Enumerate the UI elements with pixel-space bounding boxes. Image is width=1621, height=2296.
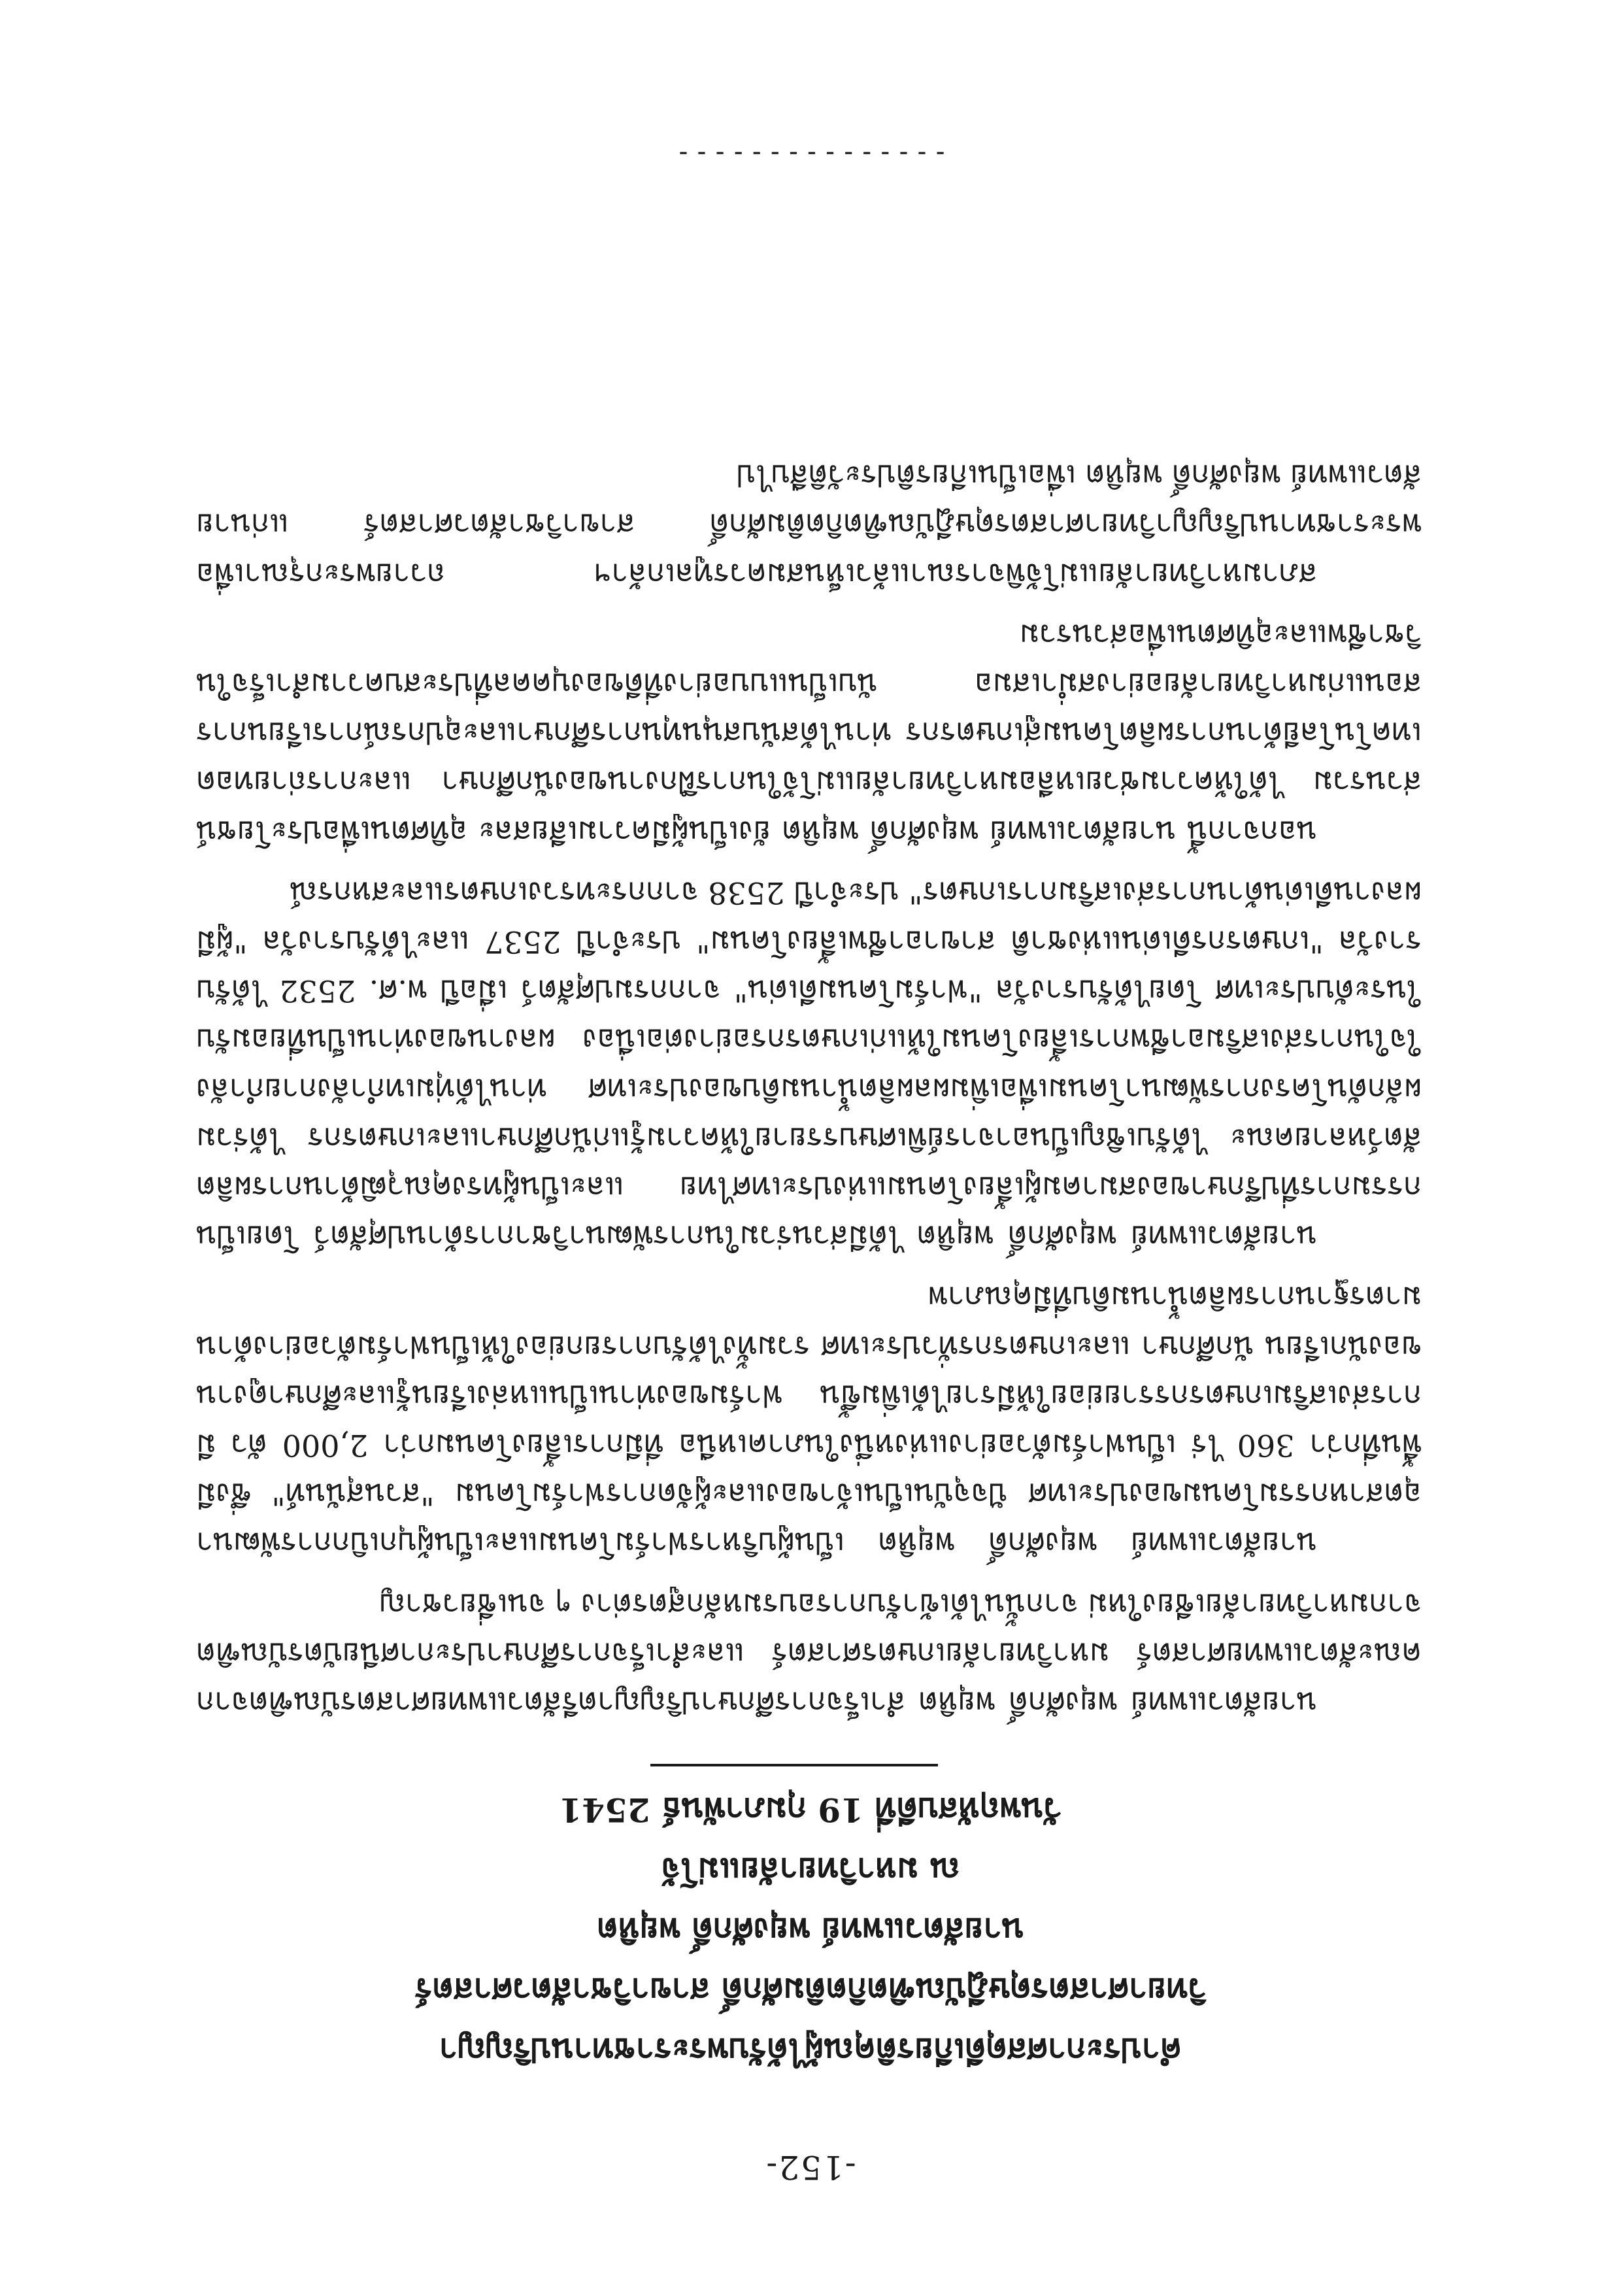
- document-body: [196, 439, 1422, 1727]
- header-line-date: วันพฤหัสบดีที่ 19 กุมภาพันธ์ 2541: [559, 1791, 1062, 1829]
- paragraph-education: นายสัตวแพทย์ พยุงศักดิ์ พยุหิต สำเร็จการศึกษาปริญญาตรีสัตวแพทยศาสตรบัณฑิตจากคณะสัตวแพทยศาสตร์ มหาวิทยาลัยเกษตรศาสตร์ และสำเร็จการศึกษาประกาศนียบัตรบัณฑิตจากมหาวิทยาลัยเชียงใหม่ จากนั้นได้เข้ารับการอบรมหลักสูตรต่าง ๆ จนเชี่ยวชาญ: [196, 1587, 1422, 1721]
- document-header: [196, 1780, 1425, 2080]
- header-line-place: ณ มหาวิทยาลัยแม่โจ้: [661, 1851, 960, 1889]
- header-line-title: คำประกาศสดุดีเกียรติคุณผู้ได้รับพระราชทานปริญญา: [439, 2031, 1182, 2070]
- header-divider: [650, 1764, 938, 1766]
- page-number: -152-: [765, 2148, 856, 2186]
- paragraph-conclusion: สภามหาวิทยาลัยแม่โจ้พิจารณาแล้วเห็นสมควรทูลเกล้าฯ ถวายพระกรุณาเพื่อพระราชทานปริญญาวิทยาศาสตรดุษฎีบัณฑิตกิตติมศักดิ์ สาขาวิชาสัตวศาสตร์ แก่นายสัตวแพทย์ พยุงศักดิ์ พยุหิต เพื่อเป็นเกียรติประวัติสืบไป: [196, 458, 1422, 592]
- end-divider: ---------------: [673, 139, 948, 169]
- paragraph-achievements: นายสัตวแพทย์ พยุงศักดิ์ พยุหิต ได้มีส่วนร่วมในการพัฒนาวิชาการด้านปศุสัตว์ โดยเป็นกรรมการที่ปรึกษาของสมาคมผู้เลี้ยงโคนมแห่งประเทศไทย และเป็นผู้ทรงคุณวุฒิด้านการผลิตสัตว์หลายคณะ ได้รับเชิญเป็นอาจารย์พิเศษบรรยายให้ความรู้แก่นักศึกษาและเกษตรกร ได้ร่วมผลักดันโครงการพัฒนาโคนมเพื่อเพิ่มผลผลิตน้ำนมดิบของประเทศ ท่านได้ทุ่มเทกำลังกายกำลังใจในการส่งเสริมอาชีพการเลี้ยงโคนมให้แก่เกษตรกรอย่างต่อเนื่อง ผลงานของท่านเป็นที่ยอมรับในระดับประเทศ โดยได้รับรางวัล "ฟาร์มโคนมดีเด่น" จากกรมปศุสัตว์ เมื่อปี พ.ศ. 2532 ได้รับรางวัล "เกษตรกรดีเด่นแห่งชาติ สาขาอาชีพเลี้ยงโคนม" ประจำปี 2537 และได้รับรางวัล "ผู้มีผลงานดีเด่นด้านการส่งเสริมการเกษตร" ประจำปี 2538 จากกระทรวงเกษตรและสหกรณ์: [196, 875, 1422, 1255]
- paragraph-career: นายสัตวแพทย์ พยุงศักดิ์ พยุหิต เป็นผู้บริหารฟาร์มโคนมและเป็นผู้บุกเบิกการพัฒนาอุตสาหกรรมโคนมของประเทศ ปัจจุบันเป็นเจ้าของและผู้จัดการฟาร์มโคนม "สวนสุนันท์" ซึ่งมีพื้นที่กว่า 360 ไร่ เป็นฟาร์มตัวอย่างแห่งหนึ่งในภาคเหนือ ที่มีการเลี้ยงโคนมกว่า 2,000 ตัว มีการส่งเสริมเกษตรกรรายย่อยให้มีรายได้เพิ่มขึ้น ฟาร์มของท่านเป็นแหล่งเรียนรู้และศึกษาดูงานของนักเรียน นักศึกษา และเกษตรกรทั่วประเทศ รวมทั้งได้รับการยกย่องให้เป็นฟาร์มตัวอย่างด้านมาตรฐานการผลิตน้ำนมดิบที่มีคุณภาพ: [196, 1280, 1422, 1562]
- header-line-degree: วิทยาศาสตรดุษฎีบัณฑิตกิตติมศักดิ์ สาขาวิชาสัตวศาสตร์: [414, 1971, 1207, 2010]
- header-line-name: นายสัตวแพทย์ พยุงศักดิ์ พยุหิต: [597, 1911, 1024, 1950]
- paragraph-contributions: นอกจากนี้ นายสัตวแพทย์ พยุงศักดิ์ พยุหิต ยังเป็นผู้มีความเสียสละ อุทิศตนเพื่อประโยชน์ส่วนรวม ได้ให้ความช่วยเหลือมหาวิทยาลัยแม่โจ้ในการฝึกงานของนักศึกษา และการถ่ายทอดเทคโนโลยีด้านการผลิตโคนมสู่เกษตรกร ท่านได้สนับสนุนทุนการศึกษาและอุปกรณ์การเรียนการสอนแก่มหาวิทยาลัยอย่างสม่ำเสมอ นับเป็นแบบอย่างที่ดีของบุคคลที่ประสบความสำเร็จในวิชาชีพและอุทิศตนเพื่อส่วนรวม: [196, 617, 1422, 850]
